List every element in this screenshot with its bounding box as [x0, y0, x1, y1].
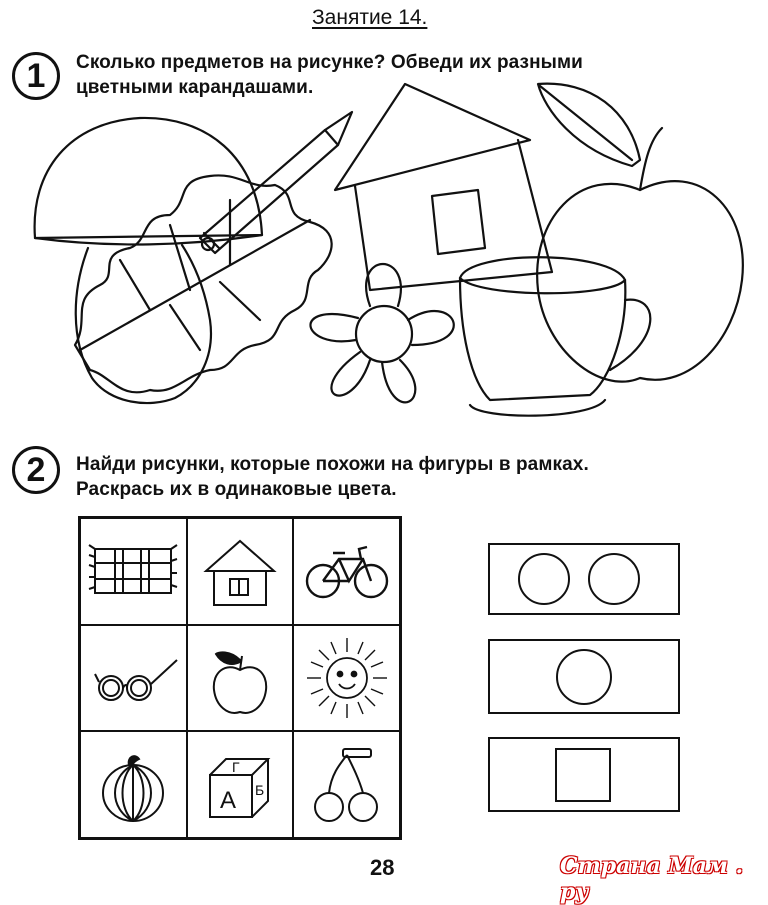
grid-cell-glasses[interactable] [80, 625, 187, 732]
grid-cell-house[interactable] [187, 518, 294, 625]
circle-shape-pair [490, 545, 678, 613]
house-icon [196, 527, 284, 615]
task2-line-1: Найди рисунки, которые похожи на фигуры в рамках. [76, 454, 589, 475]
task2-instructions [76, 452, 589, 502]
cube-letter-side: Б [254, 781, 265, 798]
task2-line-2: Раскрась их в одинаковые цвета. [76, 479, 397, 500]
frame-one-circle [488, 639, 680, 714]
picture-grid [78, 516, 402, 840]
watermark: Страна Мам . ру [560, 853, 744, 905]
watermelon-icon [89, 741, 177, 829]
mushroom-icon [35, 118, 262, 403]
bicycle-icon [303, 527, 391, 615]
task1-overlapping-objects [0, 0, 768, 440]
task2-number: 2 [26, 451, 46, 489]
letter-cube-icon [196, 741, 284, 829]
circle-shape [490, 641, 678, 712]
pencil-icon [200, 112, 352, 253]
cherries-icon [303, 741, 391, 829]
grid-cell-letter-cube[interactable] [187, 731, 294, 838]
sun-icon [303, 634, 391, 722]
apple-icon [537, 84, 743, 382]
task1-line-2: цветными карандашами. [76, 77, 314, 98]
frame-one-square [488, 737, 680, 812]
grid-cell-watermelon[interactable] [80, 731, 187, 838]
task1-line-1: Сколько предметов на рисунке? Обведи их разными [76, 52, 583, 73]
cube-letter-top: Г [231, 758, 240, 775]
frame-two-circles [488, 543, 680, 615]
grid-cell-apple[interactable] [187, 625, 294, 732]
grid-cell-cherries[interactable] [293, 731, 400, 838]
house-icon [335, 84, 552, 290]
task2-number-badge [12, 446, 60, 494]
page-number: 28 [370, 855, 395, 880]
square-shape [490, 739, 678, 810]
rug-icon [89, 527, 177, 615]
grid-cell-rug[interactable] [80, 518, 187, 625]
glasses-icon [89, 634, 177, 722]
grid-cell-sun[interactable] [293, 625, 400, 732]
page-title: Занятие 14. [312, 6, 428, 29]
task1-number: 1 [26, 57, 46, 95]
grid-cell-bicycle[interactable] [293, 518, 400, 625]
apple-icon [196, 634, 284, 722]
cube-letter-front: А [219, 786, 236, 814]
leaf-icon [75, 175, 332, 392]
